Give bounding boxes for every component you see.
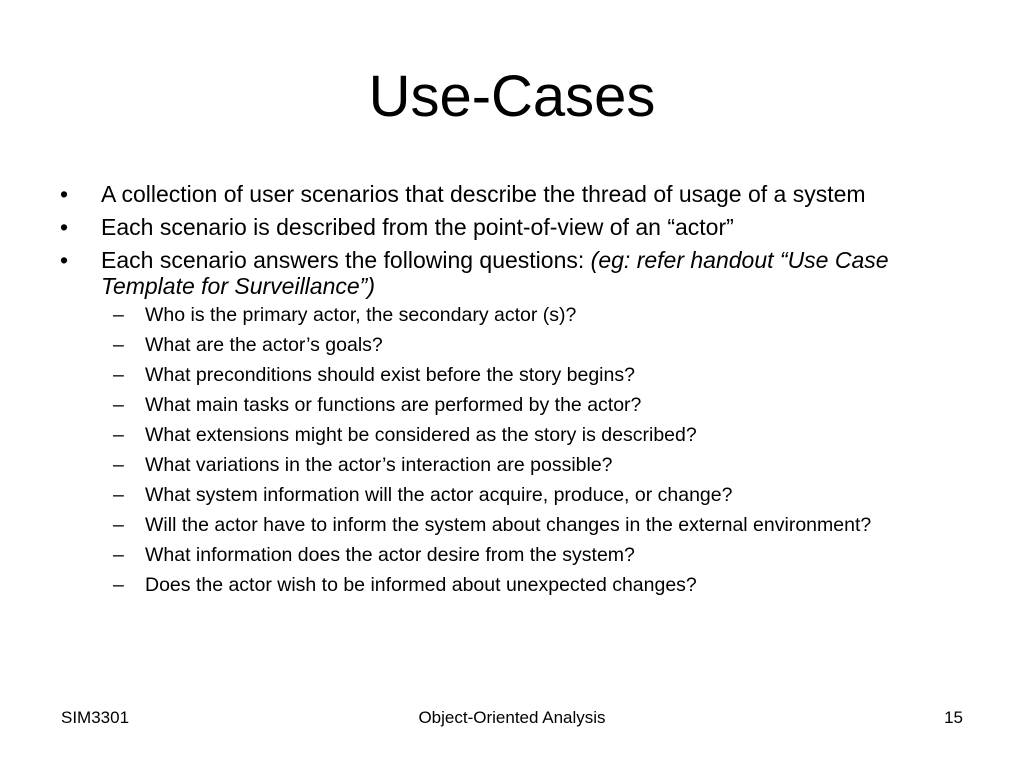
question-text: What extensions might be considered as the story is described? bbox=[145, 424, 697, 446]
dash-marker: – bbox=[113, 544, 124, 566]
question-item bbox=[60, 484, 960, 506]
question-text: Who is the primary actor, the secondary actor (s)? bbox=[145, 304, 577, 326]
question-item bbox=[60, 424, 960, 446]
bullet-marker: • bbox=[60, 214, 69, 240]
dash-marker: – bbox=[113, 514, 124, 536]
bullet-text: A collection of user scenarios that describe the thread of usage of a system bbox=[101, 181, 866, 207]
bullet-marker: • bbox=[60, 247, 69, 273]
bullet-item bbox=[60, 247, 960, 596]
bullet-text: Each scenario is described from the point-of-view of an “actor” bbox=[101, 214, 734, 240]
question-text: Does the actor wish to be informed about unexpected changes? bbox=[145, 574, 697, 596]
question-item bbox=[60, 364, 960, 386]
question-item bbox=[60, 304, 960, 326]
dash-marker: – bbox=[113, 394, 124, 416]
footer-page-number: 15 bbox=[944, 708, 963, 727]
question-item bbox=[60, 514, 960, 536]
dash-marker: – bbox=[113, 304, 124, 326]
bullet-text: Each scenario answers the following questions: bbox=[101, 247, 591, 273]
question-text: What preconditions should exist before the story begins? bbox=[145, 364, 635, 386]
question-text: What information does the actor desire from the system? bbox=[145, 544, 635, 566]
question-text: What variations in the actor’s interaction are possible? bbox=[145, 454, 613, 476]
bullet-item bbox=[60, 181, 960, 207]
questions-list bbox=[101, 304, 960, 596]
question-item bbox=[60, 454, 960, 476]
footer-course-title: Object-Oriented Analysis bbox=[418, 708, 606, 727]
bullet-list bbox=[60, 181, 960, 596]
dash-marker: – bbox=[113, 484, 124, 506]
bullet-marker: • bbox=[60, 181, 69, 207]
slide-body bbox=[60, 181, 960, 604]
question-item bbox=[60, 574, 960, 596]
question-text: Will the actor have to inform the system about changes in the external environment? bbox=[145, 514, 872, 536]
question-text: What are the actor’s goals? bbox=[145, 334, 383, 356]
slide-title: Use-Cases bbox=[368, 64, 656, 129]
question-text: What main tasks or functions are performed by the actor? bbox=[145, 394, 642, 416]
dash-marker: – bbox=[113, 424, 124, 446]
bullet-item bbox=[60, 214, 960, 240]
dash-marker: – bbox=[113, 364, 124, 386]
footer-course-code: SIM3301 bbox=[61, 708, 130, 727]
question-item bbox=[60, 334, 960, 356]
question-item bbox=[60, 544, 960, 566]
handout-reference-note: (eg: refer handout “Use Case Template for Surveillance”) bbox=[101, 247, 889, 299]
dash-marker: – bbox=[113, 574, 124, 596]
dash-marker: – bbox=[113, 334, 124, 356]
question-text: What system information will the actor acquire, produce, or change? bbox=[145, 484, 733, 506]
question-item bbox=[60, 394, 960, 416]
dash-marker: – bbox=[113, 454, 124, 476]
